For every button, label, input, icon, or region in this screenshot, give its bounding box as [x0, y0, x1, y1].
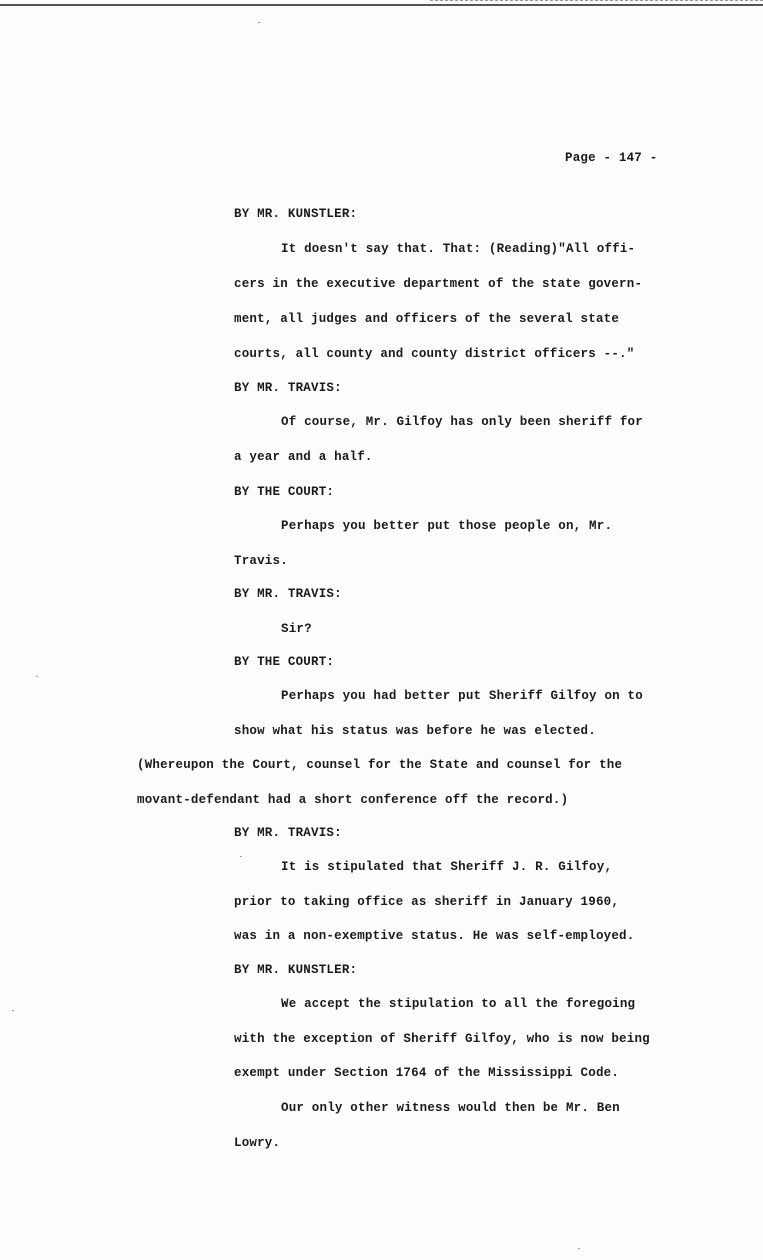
top-edge-scan-artifact — [430, 0, 763, 1]
transcript-line: Of course, Mr. Gilfoy has only been sheriff for — [281, 415, 643, 429]
transcript-line: prior to taking office as sheriff in January 1960, — [234, 895, 620, 909]
transcript-line: It is stipulated that Sheriff J. R. Gilfoy, — [281, 860, 613, 874]
transcript-line: Our only other witness would then be Mr. Ben — [281, 1101, 620, 1115]
scan-speck — [258, 22, 260, 23]
top-border-rule — [0, 4, 763, 6]
transcript-line: exempt under Section 1764 of the Mississippi Code. — [234, 1066, 620, 1080]
transcript-line: ment, all judges and officers of the several state — [234, 312, 620, 326]
transcript-line: It doesn't say that. That: (Reading)"All offi- — [281, 242, 636, 256]
transcript-line: Travis. — [234, 554, 288, 568]
speaker-label: BY MR. KUNSTLER: — [234, 207, 358, 221]
speaker-label: BY MR. TRAVIS: — [234, 381, 342, 395]
speaker-label: BY THE COURT: — [234, 655, 335, 669]
transcript-line: with the exception of Sheriff Gilfoy, who is now being — [234, 1032, 650, 1046]
transcript-line: courts, all county and county district officers --." — [234, 347, 635, 361]
speaker-label: BY MR. KUNSTLER: — [234, 963, 358, 977]
transcript-line: Sir? — [281, 622, 312, 636]
scan-speck — [36, 676, 38, 677]
scan-speck — [240, 856, 242, 857]
parenthetical-line: movant-defendant had a short conference off the record.) — [137, 793, 569, 807]
transcript-line: cers in the executive department of the state govern- — [234, 277, 643, 291]
transcript-line: Perhaps you better put those people on, Mr. — [281, 519, 613, 533]
transcript-line: Lowry. — [234, 1136, 281, 1150]
transcript-line: We accept the stipulation to all the foregoing — [281, 997, 636, 1011]
transcript-line: Perhaps you had better put Sheriff Gilfoy on to — [281, 689, 643, 703]
parenthetical-line: (Whereupon the Court, counsel for the State and counsel for the — [137, 758, 623, 772]
speaker-label: BY MR. TRAVIS: — [234, 826, 342, 840]
scan-speck — [12, 1010, 14, 1011]
scan-speck — [578, 1248, 580, 1249]
transcript-line: a year and a half. — [234, 450, 373, 464]
transcript-line: show what his status was before he was elected. — [234, 724, 596, 738]
speaker-label: BY MR. TRAVIS: — [234, 587, 342, 601]
page-number: Page - 147 - — [565, 151, 658, 165]
transcript-line: was in a non-exemptive status. He was self-employed. — [234, 929, 635, 943]
speaker-label: BY THE COURT: — [234, 485, 335, 499]
